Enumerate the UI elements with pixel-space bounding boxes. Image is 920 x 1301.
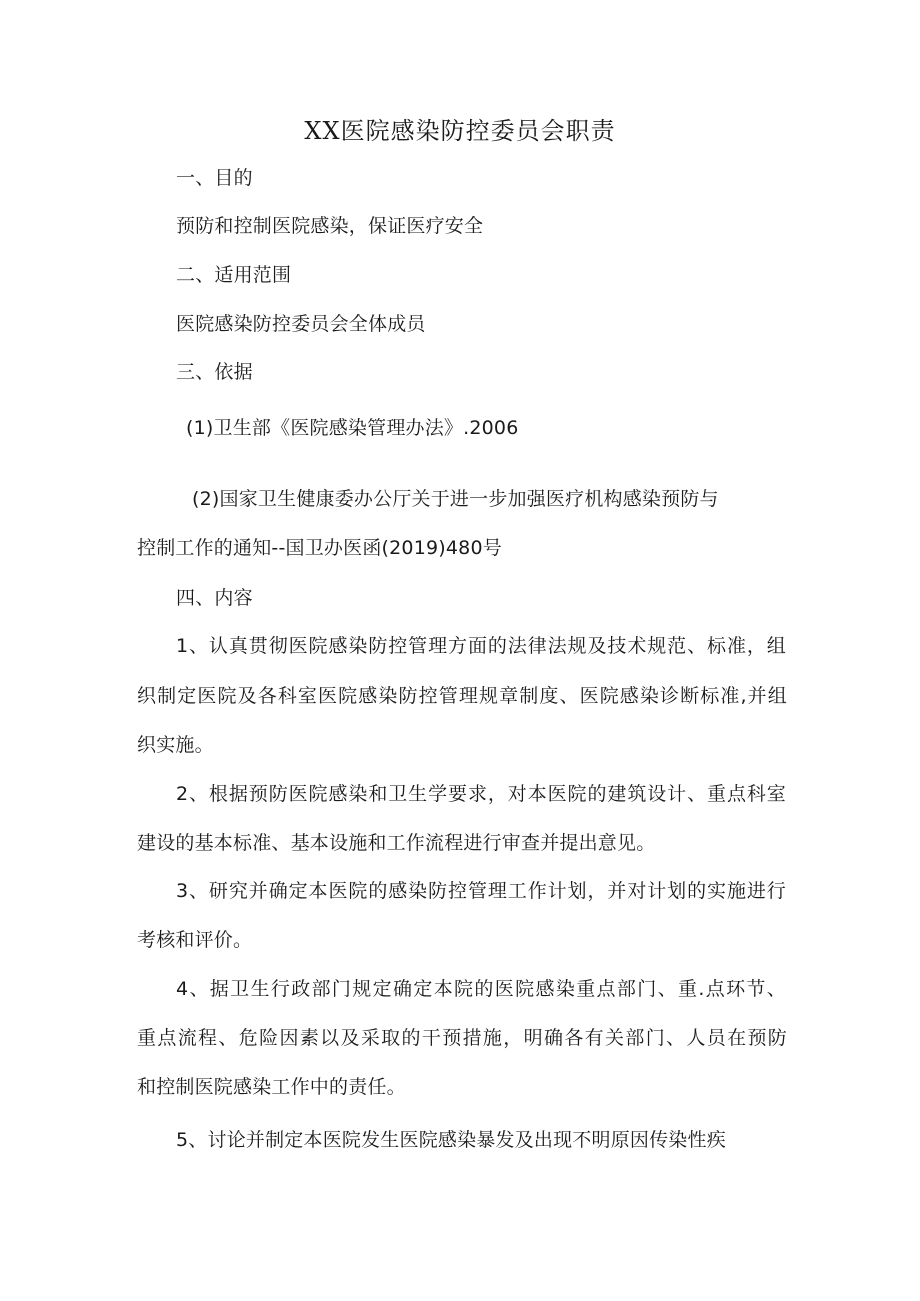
item-4-line-3: 和控制医院感染工作中的责任。 <box>137 1076 406 1098</box>
item-1-line-3: 织实施。 <box>137 734 214 756</box>
item-4-line-1: 4、据卫生行政部门规定确定本院的医院感染重点部门、重.点环节、 <box>176 978 786 1000</box>
content-heading: 四、内容 <box>176 587 253 609</box>
basis-item-2-line-2: 控制工作的通知--国卫办医函(2019)480号 <box>137 537 502 559</box>
item-4-line-2: 重点流程、危险因素以及采取的干预措施，明确各有关部门、人员在预防 <box>137 1027 787 1049</box>
scope-text: 医院感染防控委员会全体成员 <box>176 313 426 335</box>
basis-item-2-line-1: (2)国家卫生健康委办公厅关于进一步加强医疗机构感染预防与 <box>192 488 719 510</box>
purpose-text: 预防和控制医院感染，保证医疗安全 <box>176 215 484 237</box>
basis-heading: 三、依据 <box>176 361 253 383</box>
item-1-line-1: 1、认真贯彻医院感染防控管理方面的法律法规及技术规范、标准，组 <box>176 635 786 657</box>
item-3-line-1: 3、研究并确定本医院的感染防控管理工作计划，并对计划的实施进行 <box>176 880 786 902</box>
purpose-heading: 一、目的 <box>176 167 253 189</box>
basis-item-1: (1)卫生部《医院感染管理办法》.2006 <box>186 417 519 439</box>
item-2-line-1: 2、根据预防医院感染和卫生学要求，对本医院的建筑设计、重点科室 <box>176 783 786 805</box>
item-2-line-2: 建设的基本标准、基本设施和工作流程进行审查并提出意见。 <box>137 832 656 854</box>
item-1-line-2: 织制定医院及各科室医院感染防控管理规章制度、医院感染诊断标准,并组 <box>137 685 787 707</box>
item-5-line-1: 5、讨论并制定本医院发生医院感染暴发及出现不明原因传染性疾 <box>176 1129 726 1151</box>
item-3-line-2: 考核和评价。 <box>137 929 253 951</box>
document-title: XX医院感染防控委员会职责 <box>304 117 616 145</box>
scope-heading: 二、适用范围 <box>176 264 292 286</box>
